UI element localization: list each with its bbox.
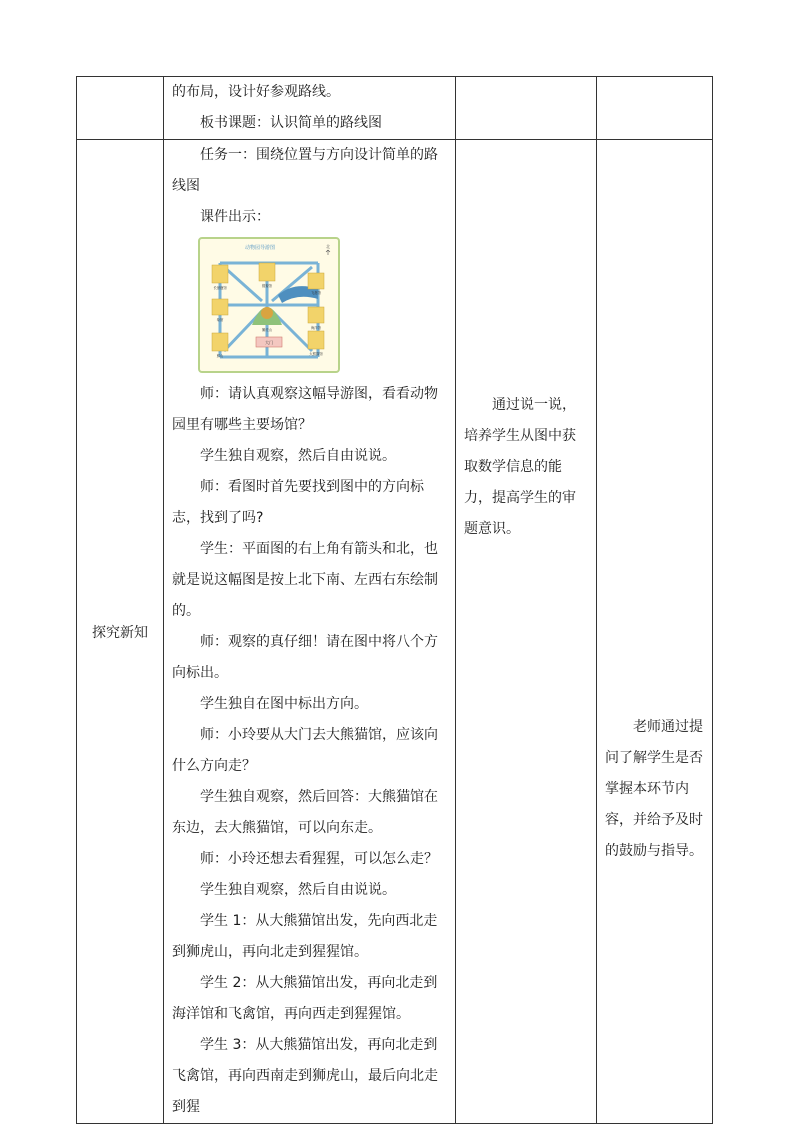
map-label: 大熊猫馆 [309,352,323,356]
north-label: 北 [326,244,330,249]
stage-cell [77,140,164,1124]
process-cell [164,140,456,1124]
table-row [77,140,713,1124]
paragraph: 师：小玲还想去看猩猩，可以怎么走？ [200,851,438,867]
stage-cell [77,77,164,140]
paragraph: 学生独自观察，然后自由说说。 [200,448,396,464]
stage-label: 探究新知 [92,624,148,641]
lesson-plan-table [76,76,713,1124]
map-label: 象馆 [216,318,224,322]
map-label: 长颈鹿馆 [213,286,227,290]
paragraph: 师：请认真观察这幅导游图，看看动物园里有哪些主要场馆？ [172,386,438,433]
table-row [77,77,713,140]
paragraph: 学生独自在图中标出方向。 [200,696,368,712]
map-label: 海洋馆 [310,326,322,330]
map-label: 狮虎山 [261,328,273,332]
map-label-gate: 大门 [265,340,273,345]
map-title: 动物园导游图 [244,245,276,251]
evaluation-text: 老师通过提问了解学生是否掌握本环节内容，并给予及时的鼓励与指导。 [605,719,703,859]
paragraph: 师：观察的真仔细！请在图中将八个方向标出。 [172,634,438,681]
paragraph: 课件出示： [200,209,270,225]
paragraph: 学生 2：从大熊猫馆出发，再向北走到海洋馆和飞禽馆，再向西走到猩猩馆。 [172,975,438,1022]
paragraph: 板书课题：认识简单的路线图 [200,115,382,131]
paragraph: 的布局，设计好参观路线。 [172,84,340,100]
zoo-map [198,237,340,373]
paragraph: 学生独自观察，然后回答：大熊猫馆在东边，去大熊猫馆，可以向东走。 [172,789,438,836]
evaluation-cell [597,140,713,1124]
zoo-map-figure [164,233,455,379]
paragraph: 学生：平面图的右上角有箭头和北，也就是说这幅图是按上北下南、左西右东绘制的。 [172,541,438,619]
paragraph: 师：看图时首先要找到图中的方向标志，找到了吗? [172,479,424,526]
paragraph: 学生 3：从大熊猫馆出发，再向北走到飞禽馆，再向西南走到狮虎山，最后向北走到猩 [172,1037,438,1115]
process-cell [164,77,456,140]
map-label: 猩猩馆 [261,284,273,288]
design-intent-text: 通过说一说，培养学生从图中获取数学信息的能力，提高学生的审题意识。 [464,397,576,537]
paragraph: 学生 1：从大熊猫馆出发，先向西北走到狮虎山，再向北走到猩猩馆。 [172,913,438,960]
map-label: 熊山 [216,354,224,358]
paragraph: 学生独自观察，然后自由说说。 [200,882,396,898]
paragraph: 师：小玲要从大门去大熊猫馆，应该向什么方向走？ [172,727,438,774]
intent-cell [456,77,597,140]
evaluation-cell [597,77,713,140]
map-label: 飞禽馆 [310,291,322,295]
north-arrow-icon [326,250,330,255]
zoo-map-drawing [200,239,338,371]
intent-cell [456,140,597,1124]
paragraph: 任务一：围绕位置与方向设计简单的路线图 [172,147,438,194]
lion-icon [261,307,273,319]
